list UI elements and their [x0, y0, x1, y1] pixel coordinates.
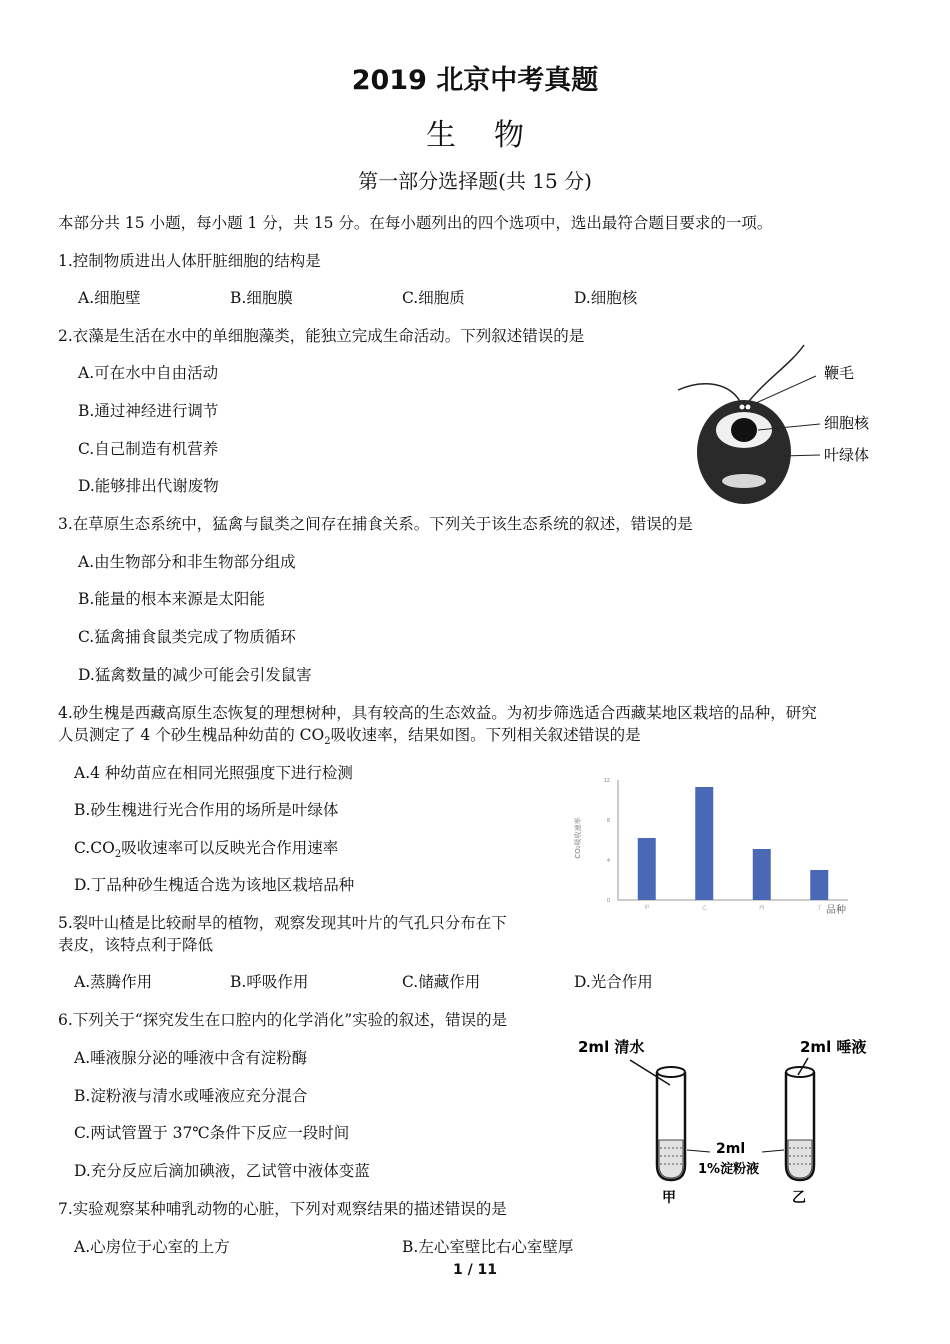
q1-stem: 1.控制物质进出人体肝脏细胞的结构是	[58, 252, 321, 270]
q3-stem: 3.在草原生态系统中，猛禽与鼠类之间存在捕食关系。下列关于该生态系统的叙述，错误的是	[58, 515, 693, 533]
chart-bar-2	[753, 849, 771, 900]
q6-option-c: C.两试管置于 37℃条件下反应一段时间	[74, 1124, 350, 1142]
q1-option-c: C.细胞质	[402, 289, 465, 307]
q2-option-b: B.通过神经进行调节	[78, 402, 219, 420]
q4-stem-line1: 4.砂生槐是西藏高原生态恢复的理想树种，具有较高的生态效益。为初步筛选适合西藏某地区栽培的品种，研究	[58, 704, 817, 722]
q5-option-b: B.呼吸作用	[230, 973, 309, 991]
q4-stem-post: 吸收速率，结果如图。下列相关叙述错误的是	[330, 726, 641, 744]
q1-option-b: B.细胞膜	[230, 289, 293, 307]
q5-stem-line2: 表皮，该特点利于降低	[58, 936, 214, 954]
instructions: 本部分共 15 小题，每小题 1 分，共 15 分。在每小题列出的四个选项中，选出最符合题目要求的一项。	[58, 214, 773, 232]
q2-option-a: A.可在水中自由活动	[78, 364, 219, 382]
q7-stem: 7.实验观察某种哺乳动物的心脏，下列对观察结果的描述错误的是	[58, 1200, 507, 1218]
q1-option-a: A.细胞壁	[78, 289, 141, 307]
label-water: 2ml 清水	[578, 1038, 645, 1056]
q4-option-d: D.丁品种砂生槐适合选为该地区栽培品种	[74, 876, 355, 894]
q6-option-a: A.唾液腺分泌的唾液中含有淀粉酶	[74, 1049, 308, 1067]
q6-option-d: D.充分反应后滴加碘液，乙试管中液体变蓝	[74, 1162, 370, 1180]
chart-ytick-3: 12	[603, 778, 610, 784]
q2-option-d: D.能够排出代谢废物	[78, 477, 219, 495]
q2-stem: 2.衣藻是生活在水中的单细胞藻类，能独立完成生命活动。下列叙述错误的是	[58, 327, 585, 345]
q6-stem: 6.下列关于“探究发生在口腔内的化学消化”实验的叙述，错误的是	[58, 1011, 508, 1029]
page-number: 1 / 11	[452, 1262, 498, 1278]
q1-option-d: D.细胞核	[574, 289, 638, 307]
q3-option-d: D.猛禽数量的减少可能会引发鼠害	[78, 666, 312, 684]
label-flagella: 鞭毛	[824, 364, 855, 382]
q5-option-c: C.储藏作用	[402, 973, 481, 991]
label-tube-yi: 乙	[792, 1190, 806, 1205]
q5-option-a: A.蒸腾作用	[74, 973, 153, 991]
chart-ylabel: CO₂吸收速率	[574, 817, 582, 859]
chart-xtick-1: 乙	[701, 905, 707, 911]
section-title: 第一部分选择题(共 15 分)	[358, 169, 592, 193]
q3-option-a: A.由生物部分和非生物部分组成	[78, 553, 296, 571]
subject-title: 生物	[426, 118, 562, 153]
q4-option-c-pre: C.CO	[74, 839, 115, 857]
q5-stem-line1: 5.裂叶山楂是比较耐旱的植物，观察发现其叶片的气孔只分布在下	[58, 914, 507, 932]
q6-option-b: B.淀粉液与清水或唾液应充分混合	[74, 1087, 308, 1105]
q4-stem-line2	[58, 723, 641, 747]
q4-option-b: B.砂生槐进行光合作用的场所是叶绿体	[74, 801, 339, 819]
q4-stem-pre: 人员测定了 4 个砂生槐品种幼苗的 CO	[58, 726, 325, 744]
chlamydomonas-figure	[670, 340, 900, 515]
saliva-experiment-figure	[570, 1030, 890, 1205]
q4-option-c	[74, 836, 338, 860]
chart-ytick-0: 0	[606, 898, 610, 904]
chart-bar-0	[638, 838, 656, 900]
q4-stem-sub: 2	[324, 736, 331, 748]
chart-bar-1	[695, 787, 713, 900]
co2-bar-chart	[568, 768, 858, 918]
chart-ytick-2: 8	[606, 818, 610, 824]
q7-option-a: A.心房位于心室的上方	[74, 1238, 230, 1256]
label-starch: 1%淀粉液	[698, 1162, 760, 1177]
chart-xtick-0: 甲	[644, 905, 650, 911]
chart-xtick-2: 丙	[759, 905, 765, 911]
page-title: 2019 北京中考真题	[351, 65, 599, 96]
label-starch-volume: 2ml	[716, 1141, 746, 1157]
label-nucleus: 细胞核	[824, 414, 870, 432]
q4-option-a: A.4 种幼苗应在相同光照强度下进行检测	[74, 764, 353, 782]
q3-option-b: B.能量的根本来源是太阳能	[78, 590, 265, 608]
chart-ytick-1: 4	[606, 858, 610, 864]
q2-option-c: C.自己制造有机营养	[78, 440, 219, 458]
chart-xtick-3: 丁	[816, 905, 822, 911]
label-saliva: 2ml 唾液	[800, 1038, 867, 1056]
chart-xlabel: 品种	[826, 905, 846, 916]
q3-option-c: C.猛禽捕食鼠类完成了物质循环	[78, 628, 296, 646]
q4-option-c-post: 吸收速率可以反映光合作用速率	[121, 839, 339, 857]
q7-option-b: B.左心室壁比右心室壁厚	[402, 1238, 574, 1256]
label-tube-jia: 甲	[662, 1190, 676, 1205]
q4-option-c-sub: 2	[114, 849, 122, 861]
chart-bar-3	[810, 870, 828, 900]
label-chloroplast: 叶绿体	[824, 446, 870, 464]
q5-option-d: D.光合作用	[574, 973, 653, 991]
